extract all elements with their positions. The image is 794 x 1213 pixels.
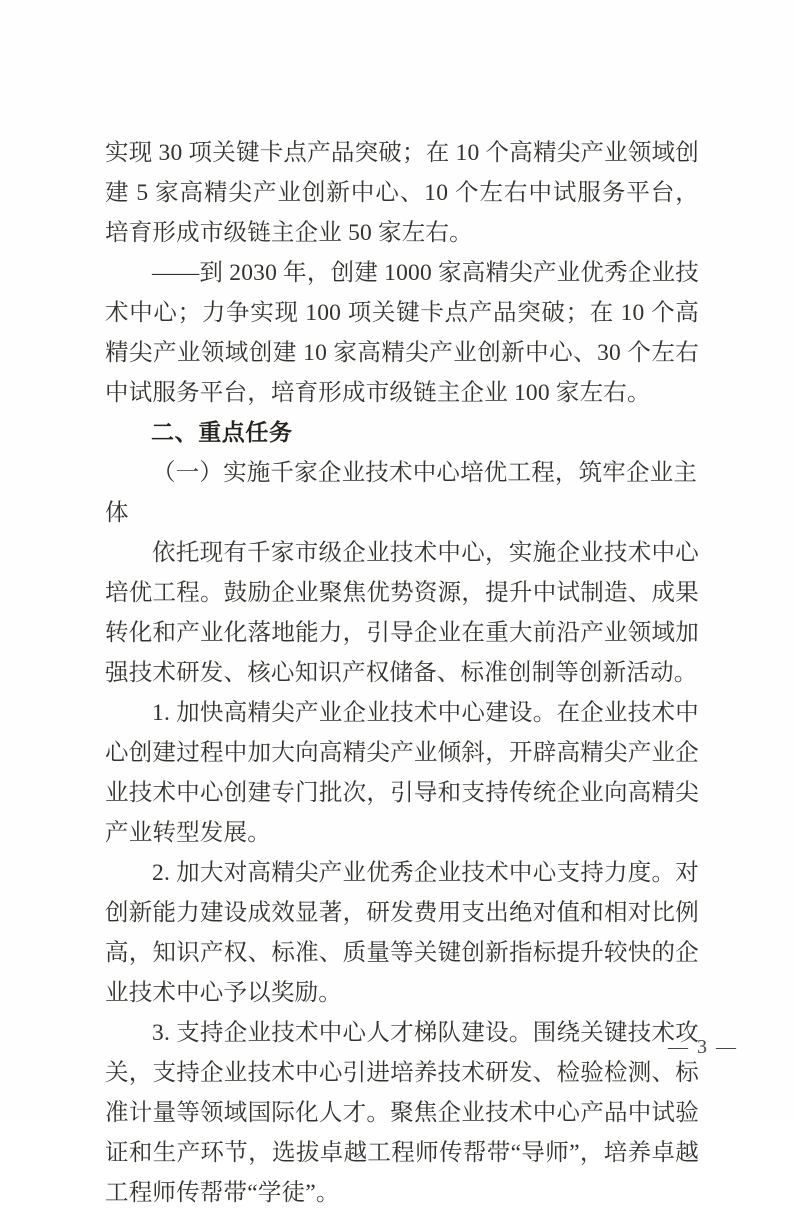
paragraph-item-1: 1. 加快高精尖产业企业技术中心建设。在企业技术中心创建过程中加大向高精尖产业倾斜，开辟高精尖产业企业技术中心创建专门批次，引导和支持传统企业向高精尖产业转型发展。: [105, 700, 699, 846]
subsection-heading-enterprise-tech-center-program: （一）实施千家企业技术中心培优工程，筑牢企业主体: [105, 460, 698, 526]
paragraph-goal-2027-continuation: 实现 30 项关键卡点产品突破；在 10 个高精尖产业领域创建 5 家高精尖产业创新中心、10 个左右中试服务平台，培育形成市级链主企业 50 家左右。: [105, 140, 699, 246]
page-number: — 3 —: [668, 1036, 738, 1058]
paragraph-item-3: 3. 支持企业技术中心人才梯队建设。围绕关键技术攻关，支持企业技术中心引进培养技术研发、检验检测、标准计量等领域国际化人才。聚焦企业技术中心产品中试验证和生产环节，选拔卓越工程师传帮带“导师”，培养卓越工程师传帮带“学徒”。: [105, 1020, 699, 1206]
section-heading-key-tasks: 二、重点任务: [151, 420, 293, 446]
paragraph-section-intro: 依托现有千家市级企业技术中心，实施企业技术中心培优工程。鼓励企业聚焦优势资源，提升中试制造、成果转化和产业化落地能力，引导企业在重大前沿产业领域加强技术研发、核心知识产权储备、标准创制等创新活动。: [105, 540, 699, 686]
paragraph-goal-2030: ——到 2030 年，创建 1000 家高精尖产业优秀企业技术中心；力争实现 100 项关键卡点产品突破；在 10 个高精尖产业领域创建 10 家高精尖产业创新中心、30 个左右中试服务平台，培育形成市级链主企业 100 家左右。: [105, 260, 699, 406]
paragraph-item-2: 2. 加大对高精尖产业优秀企业技术中心支持力度。对创新能力建设成效显著，研发费用支出绝对值和相对比例高，知识产权、标准、质量等关键创新指标提升较快的企业技术中心予以奖励。: [105, 860, 699, 1006]
